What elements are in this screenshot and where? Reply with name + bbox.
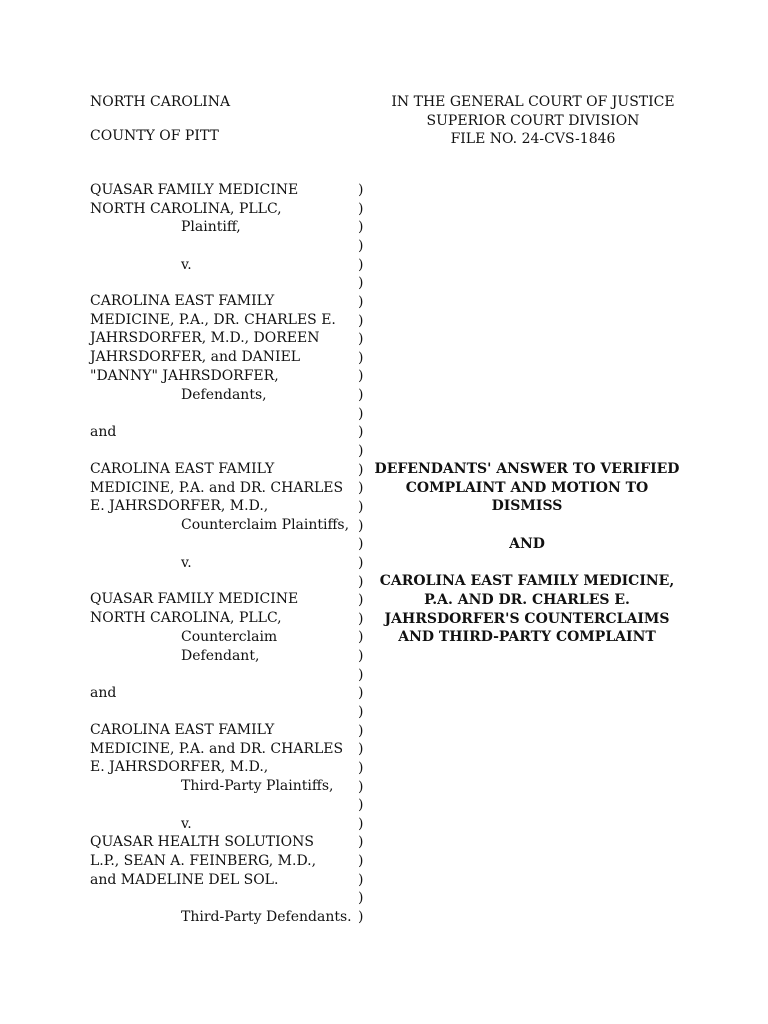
- paren-mark: ): [358, 498, 364, 515]
- caption-line: and MADELINE DEL SOL.: [90, 872, 279, 888]
- paren-mark: ): [358, 759, 364, 776]
- title-line: COMPLAINT AND MOTION TO: [405, 479, 649, 496]
- title-line: P.A. AND DR. CHARLES E.: [424, 591, 630, 608]
- title-and: AND: [509, 535, 545, 552]
- party-role-plaintiff: Plaintiff,: [181, 219, 241, 235]
- party-role-defendants: Defendants,: [181, 387, 267, 403]
- title-line: DEFENDANTS' ANSWER TO VERIFIED: [374, 461, 680, 477]
- paren-mark: ): [358, 834, 364, 851]
- caption-line: QUASAR FAMILY MEDICINE: [90, 182, 299, 198]
- paren-mark: ): [358, 480, 364, 497]
- paren-mark: ): [358, 237, 364, 254]
- county-heading: COUNTY OF PITT: [90, 128, 219, 144]
- paren-mark: ): [358, 722, 364, 739]
- paren-mark: ): [358, 331, 364, 348]
- paren-mark: ): [358, 871, 364, 888]
- caption-line: CAROLINA EAST FAMILY: [90, 293, 275, 309]
- caption-line: L.P., SEAN A. FEINBERG, M.D.,: [90, 853, 317, 869]
- paren-mark: ): [358, 610, 364, 627]
- versus-label: v.: [181, 555, 192, 571]
- party-role-defendant: Defendant,: [181, 648, 260, 664]
- court-line-2: SUPERIOR COURT DIVISION: [426, 112, 640, 129]
- paren-mark: ): [358, 368, 364, 385]
- paren-mark: ): [358, 405, 364, 422]
- court-line-1: IN THE GENERAL COURT OF JUSTICE: [391, 94, 675, 110]
- state-heading: NORTH CAROLINA: [90, 94, 231, 110]
- party-role-third-party-defendants: Third-Party Defendants.: [181, 909, 352, 925]
- court-heading: [368, 93, 698, 149]
- caption-line: E. JAHRSDORFER, M.D.,: [90, 498, 269, 514]
- caption-line: NORTH CAROLINA, PLLC,: [90, 610, 282, 626]
- caption-line: MEDICINE, P.A. and DR. CHARLES: [90, 741, 344, 757]
- paren-mark: ): [358, 424, 364, 441]
- paren-mark: ): [358, 312, 364, 329]
- caption-line: E. JAHRSDORFER, M.D.,: [90, 759, 269, 775]
- paren-mark: ): [358, 461, 364, 478]
- caption-line: QUASAR HEALTH SOLUTIONS: [90, 834, 314, 850]
- caption-line: CAROLINA EAST FAMILY: [90, 722, 275, 738]
- paren-mark: ): [358, 349, 364, 366]
- paren-mark: ): [358, 219, 364, 236]
- paren-mark: ): [358, 182, 364, 198]
- paren-mark: ): [358, 387, 364, 404]
- paren-mark: ): [358, 256, 364, 273]
- paren-mark: ): [358, 293, 364, 310]
- paren-mark: ): [358, 443, 364, 459]
- paren-mark: ): [358, 853, 364, 870]
- paren-mark: ): [358, 517, 364, 534]
- caption-line: "DANNY" JAHRSDORFER,: [90, 368, 279, 384]
- party-role-counterclaim-plaintiffs: Counterclaim Plaintiffs,: [181, 517, 350, 533]
- file-number: FILE NO. 24-CVS-1846: [450, 131, 616, 148]
- caption-line: CAROLINA EAST FAMILY: [90, 461, 275, 477]
- paren-mark: ): [358, 815, 364, 832]
- document-title: [362, 460, 692, 647]
- paren-mark: ): [358, 536, 364, 553]
- caption-line: JAHRSDORFER, and DANIEL: [90, 349, 301, 365]
- paren-mark: ): [358, 778, 364, 795]
- versus-label: v.: [181, 816, 192, 832]
- paren-mark: ): [358, 741, 364, 758]
- title-line: AND THIRD-PARTY COMPLAINT: [398, 629, 656, 646]
- caption-line: QUASAR FAMILY MEDICINE: [90, 591, 299, 607]
- paren-mark: ): [358, 629, 364, 646]
- paren-mark: ): [358, 909, 364, 925]
- paren-mark: ): [358, 554, 364, 571]
- title-line: CAROLINA EAST FAMILY MEDICINE,: [379, 573, 675, 590]
- paren-mark: ): [358, 275, 364, 292]
- paren-mark: ): [358, 685, 364, 702]
- paren-mark: ): [358, 703, 364, 720]
- paren-mark: ): [358, 573, 364, 590]
- paren-mark: ): [358, 648, 364, 664]
- caption-line: MEDICINE, P.A., DR. CHARLES E.: [90, 312, 336, 328]
- caption-line: JAHRSDORFER, M.D., DOREEN: [90, 330, 320, 346]
- party-role-counterclaim: Counterclaim: [181, 629, 278, 645]
- paren-mark: ): [358, 890, 364, 907]
- paren-mark: ): [358, 592, 364, 609]
- paren-mark: ): [358, 200, 364, 217]
- party-role-third-party-plaintiffs: Third-Party Plaintiffs,: [181, 778, 334, 794]
- title-line: DISMISS: [491, 498, 563, 515]
- and-label: and: [90, 424, 117, 440]
- and-label: and: [90, 685, 117, 701]
- paren-mark: ): [358, 797, 364, 814]
- title-line: JAHRSDORFER'S COUNTERCLAIMS: [384, 610, 670, 627]
- paren-mark: ): [358, 666, 364, 683]
- caption-line: MEDICINE, P.A. and DR. CHARLES: [90, 480, 344, 496]
- versus-label: v.: [181, 257, 192, 273]
- caption-line: NORTH CAROLINA, PLLC,: [90, 201, 282, 217]
